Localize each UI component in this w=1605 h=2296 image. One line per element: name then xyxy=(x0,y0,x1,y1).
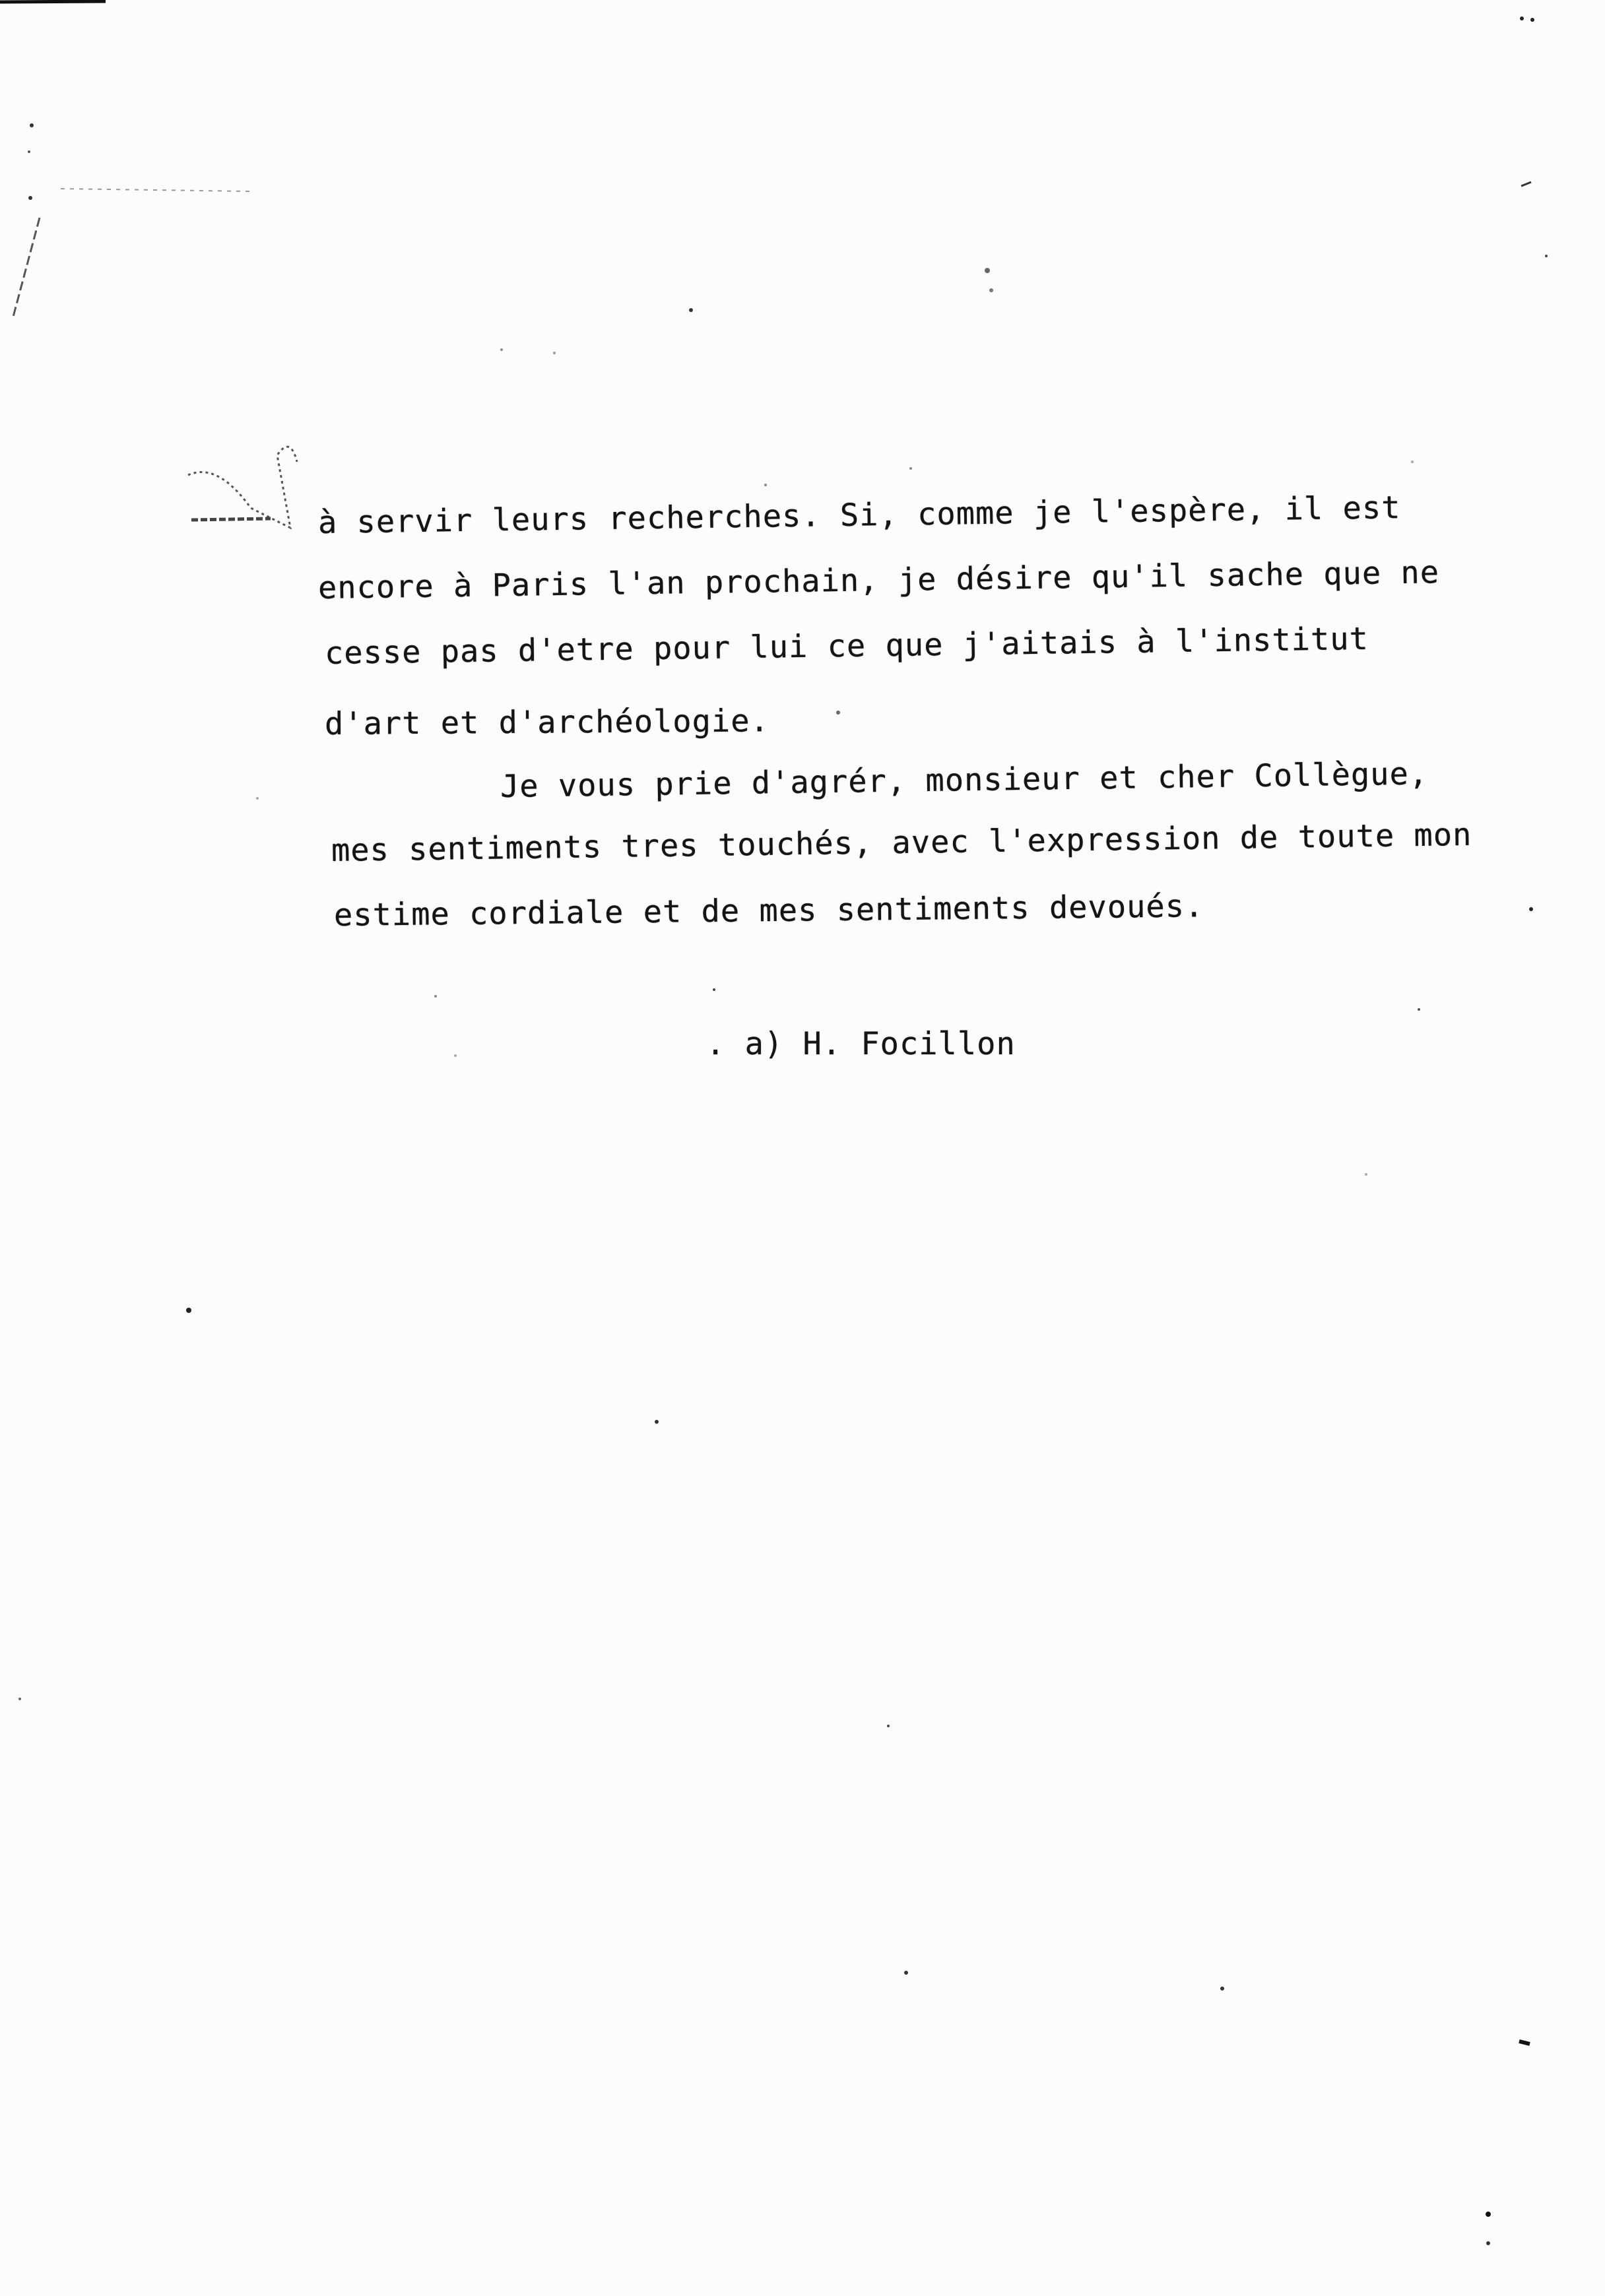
letter-line: à servir leurs recherches. Si, comme je l'espère, il est xyxy=(317,490,1401,541)
letter-line: d'art et d'archéologie. xyxy=(324,703,770,742)
signature: . a) H. Focillon xyxy=(706,1026,1016,1062)
closing-paragraph-line: mes sentiments tres touchés, avec l'expression de toute mon xyxy=(331,816,1472,869)
closing-paragraph-line: Je vous prie d'agrér, monsieur et cher Collègue, xyxy=(500,755,1429,805)
closing-paragraph-line: estime cordiale et de mes sentiments devoués. xyxy=(333,888,1204,934)
letter-line: cesse pas d'etre pour lui ce que j'aitais à l'institut xyxy=(324,620,1369,672)
letter-line: encore à Paris l'an prochain, je désire qu'il sache que ne xyxy=(317,554,1440,606)
